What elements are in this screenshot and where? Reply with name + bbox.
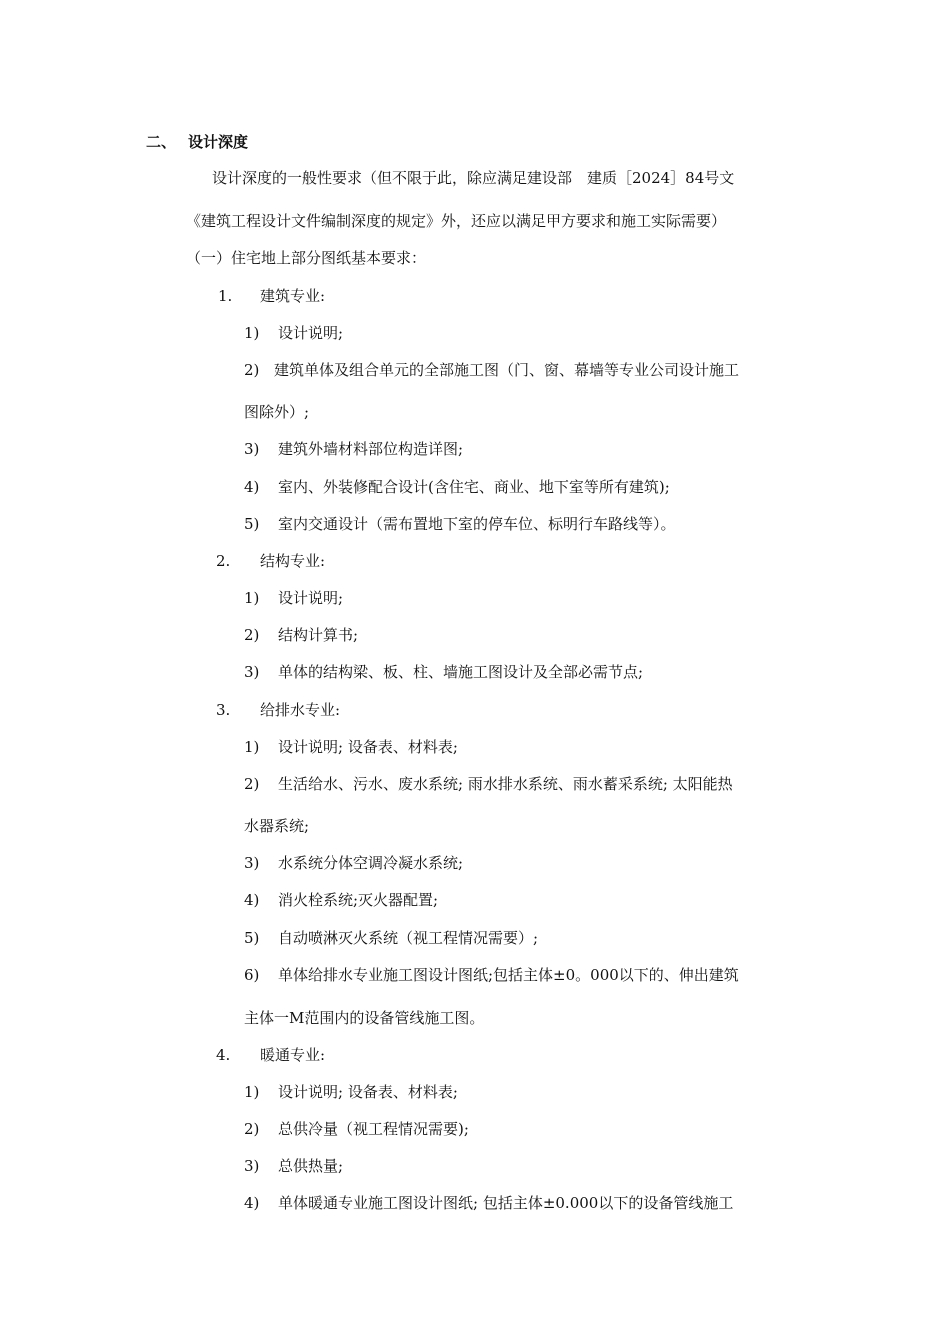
item-text: 结构计算书; [278, 626, 359, 644]
item-text: 室内交通设计（需布置地下室的停车位、标明行车路线等）。 [278, 515, 676, 533]
item-text: 单体暖通专业施工图设计图纸; 包括主体±0.000以下的设备管线施工 [278, 1194, 734, 1212]
item-continuation: 主体一M范围内的设备管线施工图。 [244, 1009, 485, 1027]
group-title: 暖通专业: [260, 1046, 326, 1064]
item-continuation: 水器系统; [244, 817, 310, 835]
group-title: 建筑专业: [260, 287, 326, 305]
group-title: 给排水专业: [260, 701, 341, 719]
item-text: 生活给水、污水、废水系统; 雨水排水系统、雨水蓄采系统; 太阳能热 [278, 775, 733, 793]
group-number: 1. [218, 287, 233, 305]
item-number: 5) [244, 929, 260, 947]
item-number: 1) [244, 324, 260, 342]
item-number: 4) [244, 478, 260, 496]
item-text: 总供热量; [278, 1157, 344, 1175]
item-text: 设计说明; [278, 589, 344, 607]
item-text: 消火栓系统;灭火器配置; [278, 891, 439, 909]
intro-line-2: 《建筑工程设计文件编制深度的规定》外，还应以满足甲方要求和施工实际需要） [186, 212, 727, 230]
item-text: 建筑单体及组合单元的全部施工图（门、窗、幕墙等专业公司设计施工 [274, 361, 740, 379]
item-text: 单体给排水专业施工图设计图纸;包括主体±0。000以下的、伸出建筑 [278, 966, 739, 984]
item-text: 设计说明; 设备表、材料表; [278, 738, 458, 756]
item-number: 3) [244, 663, 260, 681]
part1-title: （一）住宅地上部分图纸基本要求： [186, 249, 427, 267]
item-text: 单体的结构梁、板、柱、墙施工图设计及全部必需节点; [278, 663, 644, 681]
item-number: 6) [244, 966, 260, 984]
item-number: 2) [244, 361, 260, 379]
group-number: 2. [216, 552, 231, 570]
intro-line-1: 设计深度的一般性要求（但不限于此，除应满足建设部 建质［2024］84号文 [212, 169, 735, 187]
item-number: 4) [244, 1194, 260, 1212]
item-number: 2) [244, 1120, 260, 1138]
item-number: 1) [244, 738, 260, 756]
item-continuation: 图除外）; [244, 403, 310, 421]
item-number: 3) [244, 1157, 260, 1175]
item-number: 3) [244, 440, 260, 458]
item-text: 设计说明; [278, 324, 344, 342]
section-number: 二、 [146, 133, 177, 151]
item-number: 2) [244, 775, 260, 793]
group-title: 结构专业: [260, 552, 326, 570]
item-text: 建筑外墙材料部位构造详图; [278, 440, 464, 458]
item-text: 水系统分体空调冷凝水系统; [278, 854, 464, 872]
item-number: 3) [244, 854, 260, 872]
item-number: 1) [244, 1083, 260, 1101]
item-text: 室内、外装修配合设计(含住宅、商业、地下室等所有建筑); [278, 478, 670, 496]
item-number: 4) [244, 891, 260, 909]
item-number: 5) [244, 515, 260, 533]
item-text: 自动喷淋灭火系统（视工程情况需要）; [278, 929, 539, 947]
item-number: 1) [244, 589, 260, 607]
group-number: 3. [216, 701, 231, 719]
item-text: 设计说明; 设备表、材料表; [278, 1083, 458, 1101]
item-text: 总供冷量（视工程情况需要); [278, 1120, 469, 1138]
section-title: 设计深度 [188, 133, 249, 151]
group-number: 4. [216, 1046, 231, 1064]
item-number: 2) [244, 626, 260, 644]
